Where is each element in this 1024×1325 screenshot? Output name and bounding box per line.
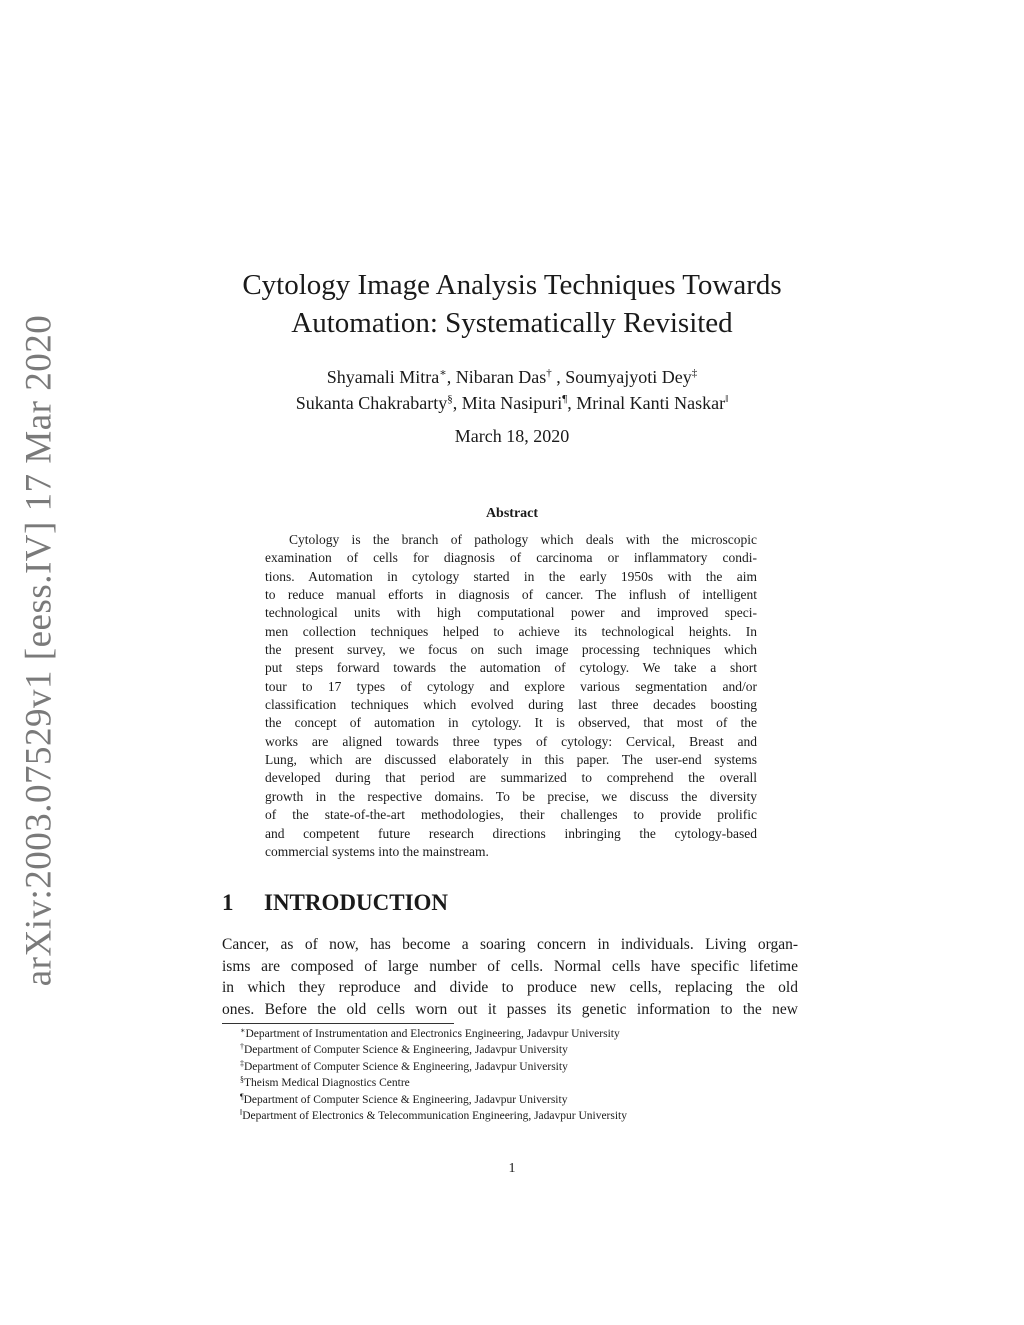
affiliation-mark: § bbox=[447, 393, 453, 405]
abstract-line: commercial systems into the mainstream. bbox=[265, 843, 489, 859]
footnote bbox=[240, 1042, 627, 1058]
author-name: , Nibaran Das bbox=[446, 367, 547, 387]
author-name: , Soumyajyoti Dey bbox=[551, 367, 692, 387]
footnote-text: Department of Instrumentation and Electronics Engineering, Jadavpur University bbox=[245, 1028, 620, 1040]
introduction-body bbox=[222, 934, 798, 1020]
body-line: Cancer, as of now, has become a soaring concern in individuals. Living organ- bbox=[222, 936, 798, 953]
footnote bbox=[240, 1026, 627, 1042]
section-number: 1 bbox=[222, 890, 234, 915]
author-name: , Mrinal Kanti Naskar bbox=[567, 393, 726, 413]
footnote-mark: § bbox=[240, 1075, 244, 1085]
footnote-text: Department of Computer Science & Engineering, Jadavpur University bbox=[244, 1060, 568, 1073]
footnote-rule bbox=[222, 1023, 454, 1024]
abstract-line: Lung, which are discussed elaborately in this paper. The user-end systems bbox=[265, 752, 757, 768]
abstract-heading: Abstract bbox=[485, 506, 539, 521]
abstract-line: of the state-of-the-art methodologies, their challenges to provide prolific bbox=[265, 807, 757, 823]
footnote-mark: ‖ bbox=[240, 1107, 243, 1117]
affiliation-mark: † bbox=[546, 367, 552, 379]
footnote bbox=[240, 1092, 627, 1108]
footnote-mark: ∗ bbox=[240, 1026, 246, 1035]
abstract-line: put steps forward towards the automation of cytology. We take a short bbox=[265, 660, 757, 676]
abstract-line: growth in the respective domains. To be precise, we discuss the diversity bbox=[265, 788, 757, 804]
title-line-2: Automation: Systematically Revisited bbox=[291, 307, 733, 339]
affiliation-mark: ¶ bbox=[562, 393, 568, 405]
footnote bbox=[240, 1108, 627, 1124]
affiliation-mark: ‡ bbox=[691, 367, 698, 379]
body-line: ones. Before the old cells worn out it passes its genetic information to the new bbox=[222, 1000, 798, 1018]
abstract-line: developed during that period are summarized to comprehend the overall bbox=[265, 770, 757, 786]
footnote-text: Department of Electronics & Telecommunication Engineering, Jadavpur University bbox=[242, 1109, 628, 1122]
author-name: , Mita Nasipuri bbox=[452, 393, 563, 413]
abstract-line: the concept of automation in cytology. It is observed, that most of the bbox=[265, 715, 757, 731]
abstract-line: works are aligned towards three types of cytology: Cervical, Breast and bbox=[265, 733, 757, 749]
abstract-line: tour to 17 types of cytology and explore various segmentation and/or bbox=[265, 678, 757, 694]
publication-date: March 18, 2020 bbox=[454, 426, 570, 446]
abstract-line: and competent future research directions inbringing the cytology-based bbox=[265, 825, 757, 841]
footnotes bbox=[240, 1026, 627, 1124]
author-list bbox=[0, 364, 1024, 416]
author-line-2 bbox=[0, 390, 1024, 416]
abstract-line: to reduce manual efforts in diagnosis of cancer. The inflush of intelligent bbox=[265, 587, 757, 603]
footnote-text: Department of Computer Science & Engineering, Jadavpur University bbox=[243, 1093, 568, 1106]
footnote-mark: ‡ bbox=[240, 1058, 244, 1068]
section-heading-introduction bbox=[222, 890, 448, 916]
footnote-text: Department of Computer Science & Engineering, Jadavpur University bbox=[244, 1044, 568, 1057]
author-line-1 bbox=[0, 364, 1024, 390]
footnote-text: Theism Medical Diagnostics Centre bbox=[244, 1077, 410, 1090]
abstract-line: classification techniques which evolved during last three decades boosting bbox=[265, 697, 757, 713]
footnote bbox=[240, 1059, 627, 1075]
author-name: Shyamali Mitra bbox=[326, 367, 440, 387]
arxiv-identifier-text: arXiv:2003.07529v1 [eess.IV] 17 Mar 2020 bbox=[18, 314, 60, 986]
footnote-mark: † bbox=[240, 1042, 244, 1052]
body-line: isms are composed of large number of cells. Normal cells have specific lifetime bbox=[222, 957, 798, 975]
abstract-line: technological units with high computational power and improved speci- bbox=[265, 605, 757, 621]
abstract-line: Cytology is the branch of pathology which deals with the microscopic bbox=[289, 532, 757, 547]
affiliation-mark: ‖ bbox=[725, 393, 729, 405]
abstract-line: men collection techniques helped to achieve its technological heights. In bbox=[265, 623, 757, 639]
body-line: in which they reproduce and divide to produce new cells, replacing the old bbox=[222, 979, 798, 996]
page-number: 1 bbox=[508, 1161, 516, 1176]
abstract-line: tions. Automation in cytology started in the early 1950s with the aim bbox=[265, 568, 757, 584]
author-name: Sukanta Chakrabarty bbox=[295, 393, 448, 413]
abstract-body bbox=[265, 531, 757, 861]
footnote bbox=[240, 1075, 627, 1091]
paper-title bbox=[0, 266, 1024, 342]
footnote-mark: ¶ bbox=[240, 1091, 244, 1101]
abstract-line: the present survey, we focus on such image processing techniques which bbox=[265, 642, 757, 658]
abstract-line: examination of cells for diagnosis of carcinoma or inflammatory condi- bbox=[265, 550, 757, 566]
title-line-1: Cytology Image Analysis Techniques Towards bbox=[242, 269, 782, 301]
affiliation-mark: ∗ bbox=[439, 367, 447, 379]
section-title: INTRODUCTION bbox=[264, 890, 449, 915]
